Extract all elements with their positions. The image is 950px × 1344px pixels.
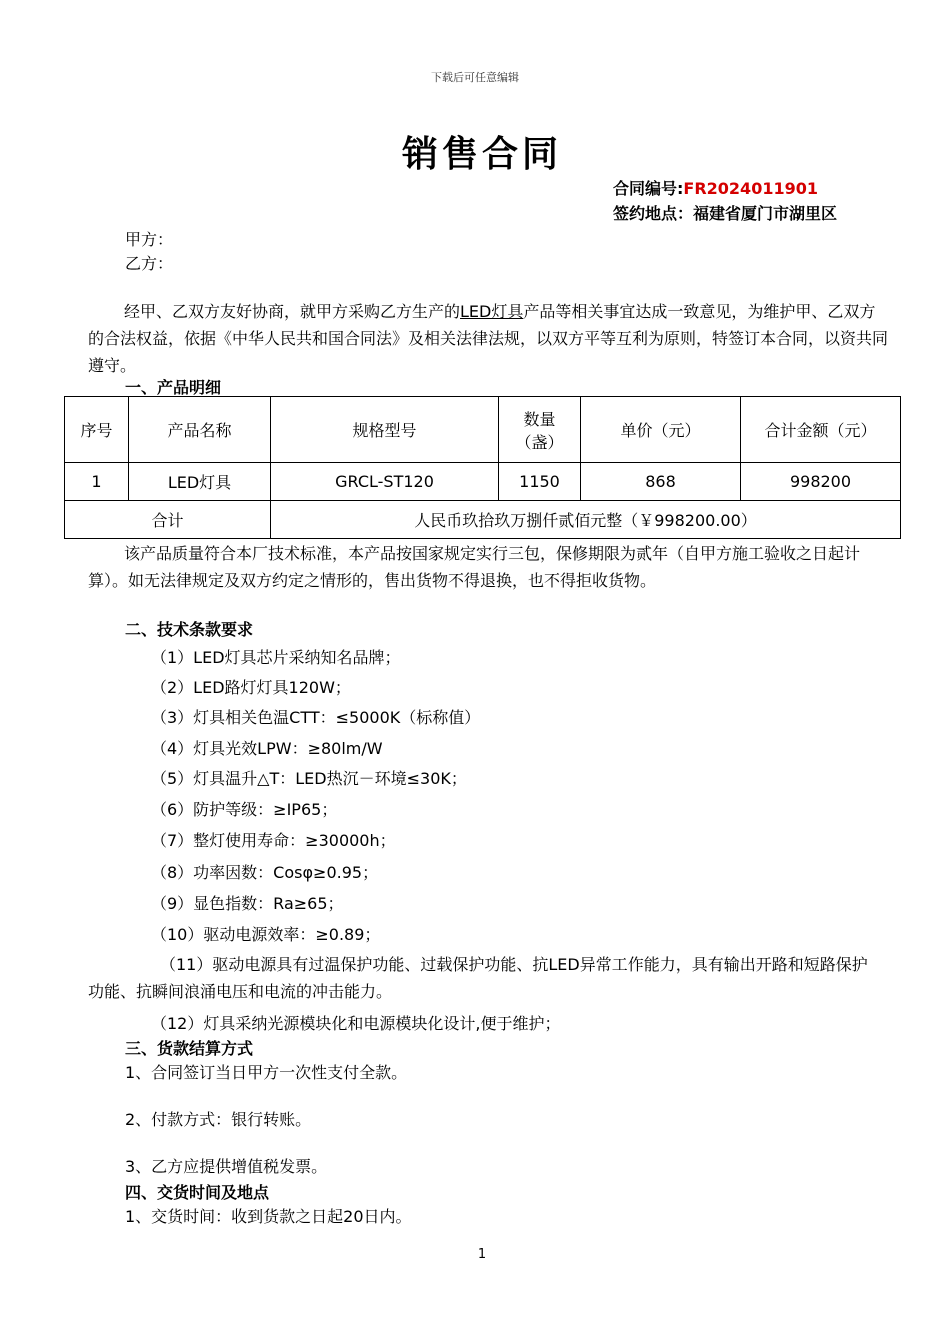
header-cell: 单价（元） (581, 397, 741, 463)
tech-item: （12）灯具采纳光源模块化和电源模块化设计,便于维护； (151, 1014, 561, 1033)
product-table (64, 396, 901, 539)
table-header-row (65, 397, 901, 463)
tech-item: （9）显色指数：Ra≥65； (151, 894, 344, 913)
tech-item: （4）灯具光效LPW：≥80lm/W (151, 739, 383, 758)
header-cell: 序号 (65, 397, 129, 463)
party-a: 甲方： (125, 230, 174, 249)
intro-paragraph (88, 298, 888, 379)
tech-item: （10）驱动电源效率：≥0.89； (151, 925, 381, 944)
header-note: 下载后可任意编辑 (431, 71, 519, 84)
tech-item-11-text: （11）驱动电源具有过温保护功能、过载保护功能、抗LED异常工作能力，具有输出开路和短路保护功能、抗瞬间浪涌电压和电流的冲击能力。 (88, 955, 868, 1001)
intro-post: 产品等相关事宜达成一致意见，为维护甲、乙双方的合法权益，依据《中华人民共和国合同法》及相关法律法规，以双方平等互利为原则，特签订本合同，以资共同遵守。 (88, 302, 889, 375)
document-title: 销售合同 (401, 134, 562, 175)
quality-text: 该产品质量符合本厂技术标准，本产品按国家规定实行三包，保修期限为贰年（自甲方施工验收之日起计算）。如无法律规定及双方约定之情形的，售出货物不得退换，也不得拒收货物。 (88, 544, 861, 590)
party-b: 乙方： (125, 254, 174, 273)
header-quantity-line1: 数量 (523, 409, 556, 429)
intro-product: LED灯具 (460, 302, 524, 321)
contract-number-line (613, 176, 818, 199)
header-cell-quantity (499, 397, 581, 463)
header-cell: 规格型号 (271, 397, 499, 463)
total-label: 合计 (65, 501, 271, 539)
tech-item: （3）灯具相关色温CTT：≤5000K（标称值） (151, 708, 481, 727)
table-cell: 1 (65, 463, 129, 501)
payment-item: 3、乙方应提供增值税发票。 (125, 1157, 328, 1176)
section-4-heading: 四、交货时间及地点 (125, 1183, 270, 1202)
contract-number-label: 合同编号: (613, 179, 684, 198)
quality-paragraph (88, 540, 878, 594)
tech-item: （6）防护等级：≥IP65； (151, 800, 338, 819)
payment-item: 2、付款方式：银行转账。 (125, 1110, 312, 1129)
section-3-heading: 三、货款结算方式 (125, 1039, 254, 1058)
table-row (65, 463, 901, 501)
tech-item: （5）灯具温升△T：LED热沉－环境≤30K； (151, 769, 467, 788)
section-2-heading: 二、技术条款要求 (125, 620, 254, 639)
contract-number: FR2024011901 (683, 179, 818, 198)
total-value: 人民币玖拾玖万捌仟贰佰元整（￥998200.00） (271, 501, 901, 539)
tech-item: （1）LED灯具芯片采纳知名品牌； (151, 648, 401, 667)
sign-place: 签约地点：福建省厦门市湖里区 (613, 204, 838, 223)
table-cell: 1150 (499, 463, 581, 501)
table-cell: LED灯具 (129, 463, 271, 501)
tech-item-11 (88, 951, 878, 1005)
intro-pre: 经甲、乙双方友好协商，就甲方采购乙方生产的 (124, 302, 461, 321)
header-quantity-line2: （盏） (515, 432, 564, 452)
tech-item: （2）LED路灯灯具120W； (151, 678, 351, 697)
table-cell: 998200 (741, 463, 901, 501)
table-cell: GRCL-ST120 (271, 463, 499, 501)
header-cell: 合计金额（元） (741, 397, 901, 463)
table-cell: 868 (581, 463, 741, 501)
table-total-row (65, 501, 901, 539)
payment-item: 1、合同签订当日甲方一次性支付全款。 (125, 1063, 408, 1082)
tech-item: （8）功率因数：Cosφ≥0.95； (151, 863, 379, 882)
page-number: 1 (477, 1247, 487, 1262)
delivery-item: 1、交货时间：收到货款之日起20日内。 (125, 1207, 412, 1226)
tech-item: （7）整灯使用寿命：≥30000h； (151, 831, 396, 850)
header-cell: 产品名称 (129, 397, 271, 463)
section-1-heading: 一、产品明细 (125, 378, 222, 397)
